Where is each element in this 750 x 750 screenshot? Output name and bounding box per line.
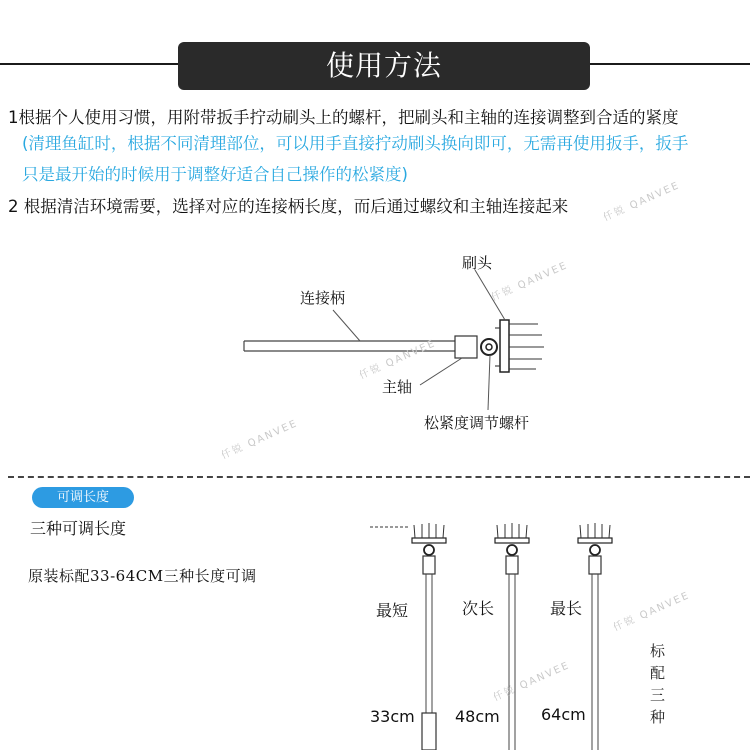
brush-short	[412, 523, 446, 750]
section-description: 原装标配33-64CM三种长度可调	[28, 567, 257, 585]
brush-head-plate	[500, 320, 509, 372]
section-heading: 三种可调长度	[30, 519, 127, 538]
watermark: 仟锐 QANVEE	[601, 179, 682, 224]
step-1-text: 1根据个人使用习惯，用附带扳手拧动刷头上的螺杆，把刷头和主轴的连接调整到合适的紧度	[8, 108, 679, 127]
leader-connector	[333, 310, 360, 341]
header-line-right	[588, 63, 750, 65]
section-divider	[8, 476, 750, 478]
step-1-note-line-1: (清理鱼缸时，根据不同清理部位，可以用手直接拧动刷头换向即可，无需再使用扳手，扳手	[22, 134, 689, 153]
label-connector: 连接柄	[300, 289, 346, 307]
length-33: 33cm	[370, 707, 415, 726]
label-longest: 最长	[550, 599, 583, 618]
label-brush-head: 刷头	[462, 254, 493, 272]
watermark: 仟锐 QANVEE	[219, 417, 300, 462]
section-badge: 可调长度	[32, 487, 134, 508]
watermark: 仟锐 QANVEE	[611, 589, 692, 634]
brush-mid	[495, 523, 529, 750]
leader-screw	[488, 355, 490, 410]
length-48: 48cm	[455, 707, 500, 726]
watermark: 仟锐 QANVEE	[491, 659, 572, 704]
label-screw: 松紧度调节螺杆	[424, 414, 530, 432]
label-middle: 次长	[462, 599, 495, 618]
label-shortest: 最短	[376, 601, 409, 620]
vertical-note: 标配三种	[650, 642, 666, 726]
watermark: 仟锐 QANVEE	[357, 337, 438, 382]
page-title: 使用方法	[178, 42, 590, 90]
header-line-left	[0, 63, 180, 65]
main-shaft-block	[455, 336, 477, 358]
leader-main-shaft	[420, 358, 462, 385]
step-1-note-line-2: 只是最开始的时候用于调整好适合自己操作的松紧度)	[22, 165, 408, 184]
label-main-shaft: 主轴	[382, 378, 413, 396]
step-2-text: 2 根据清洁环境需要，选择对应的连接柄长度，而后通过螺纹和主轴连接起来	[8, 197, 569, 216]
watermark: 仟锐 QANVEE	[489, 259, 570, 304]
length-64: 64cm	[541, 705, 586, 724]
